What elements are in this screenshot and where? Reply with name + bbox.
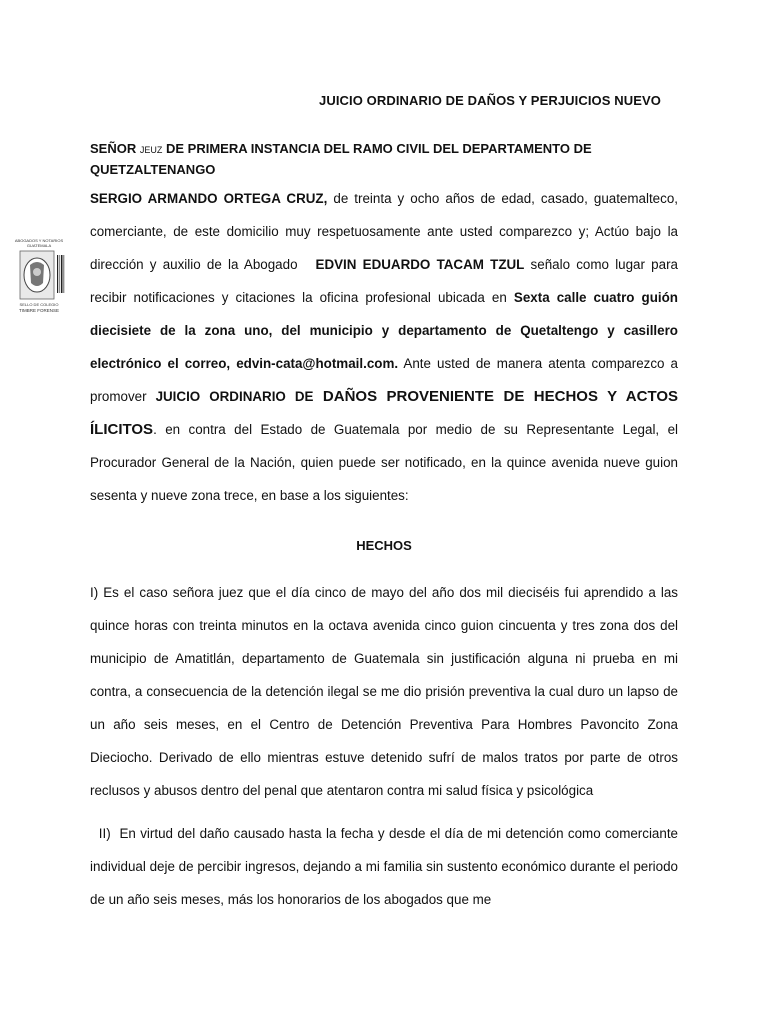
addressee-senor: SEÑOR: [90, 141, 137, 156]
intro-text-4: . en contra del Estado de Guatemala por medio de su Representante Legal, el Procurador General de la Nación, quien puede ser notificado, en la quince avenida nueve guion sesenta y nueve zona trece, en base a los siguientes:: [90, 422, 678, 503]
seal-emblem-icon: [10, 235, 68, 317]
intro-paragraph: [90, 182, 678, 512]
notification-address: Sexta calle cuatro guión diecisiete de la zona uno, del municipio y departamento de Quetaltengo y casillero electrónico el correo, edvin-cata@hotmail.com.: [90, 290, 678, 371]
lawyer-name: EDVIN EDUARDO TACAM TZUL: [315, 257, 525, 272]
svg-text:GUATEMALA: GUATEMALA: [26, 243, 52, 248]
intro-text-1: de treinta y ocho años de edad, casado, guatemalteco, comerciante, de este domicilio muy respetuosamente ante usted comparezco y; Actúo bajo la dirección y auxilio de la Abogado: [90, 191, 678, 272]
addressee-jeuz: JEUZ: [139, 145, 163, 155]
addressee: [90, 139, 690, 180]
stamp-seal: [10, 235, 68, 317]
intro-text-3: Ante usted de manera atenta comparezco a promover: [90, 356, 678, 404]
svg-text:SELLO DE COLEGIO: SELLO DE COLEGIO: [19, 302, 59, 307]
fact-2: II) En virtud del daño causado hasta la fecha y desde el día de mi detención como comerciante individual deje de percibir ingresos, dejando a mi familia sin sustento económico durante el periodo de un año seis meses, más los honorarios de los abogados que me: [90, 826, 682, 907]
svg-text:ABOGADOS Y NOTARIOS: ABOGADOS Y NOTARIOS: [14, 238, 64, 243]
plaintiff-name: SERGIO ARMANDO ORTEGA CRUZ,: [90, 191, 328, 206]
document-title: JUICIO ORDINARIO DE DAÑOS Y PERJUICIOS NUEVO: [319, 93, 661, 108]
fact-1: I) Es el caso señora juez que el día cinco de mayo del año dos mil dieciséis fui aprendido a las quince horas con treinta minutos en la octava avenida cinco guion cincuenta y tres zona dos del municipio de Amatitlán, departamento de Guatemala sin justificación alguna ni prueba en mi contra, a consecuencia de la detención ilegal se me dio prisión preventiva la cual duro un lapso de un año seis meses, en el Centro de Detención Preventiva Para Hombres Pavoncito Zona Dieciocho. Derivado de ello mientras estuve detenido sufrí de malos tratos por parte de otros reclusos y abusos dentro del penal que atentaron contra mi salud física y psicológica: [90, 585, 678, 798]
section-heading: HECHOS: [356, 538, 412, 553]
juicio-label: JUICIO ORDINARIO DE: [155, 389, 314, 404]
juicio-type: DAÑOS PROVENIENTE DE HECHOS Y ACTOS ÍLICITOS: [90, 388, 679, 438]
intro-text-2: señalo como lugar para recibir notificaciones y citaciones la oficina profesional ubicada en: [90, 257, 678, 305]
addressee-rest: DE PRIMERA INSTANCIA DEL RAMO CIVIL DEL DEPARTAMENTO DE QUETZALTENANGO: [90, 141, 592, 177]
svg-text:TIMBRE FORENSE: TIMBRE FORENSE: [18, 308, 60, 313]
